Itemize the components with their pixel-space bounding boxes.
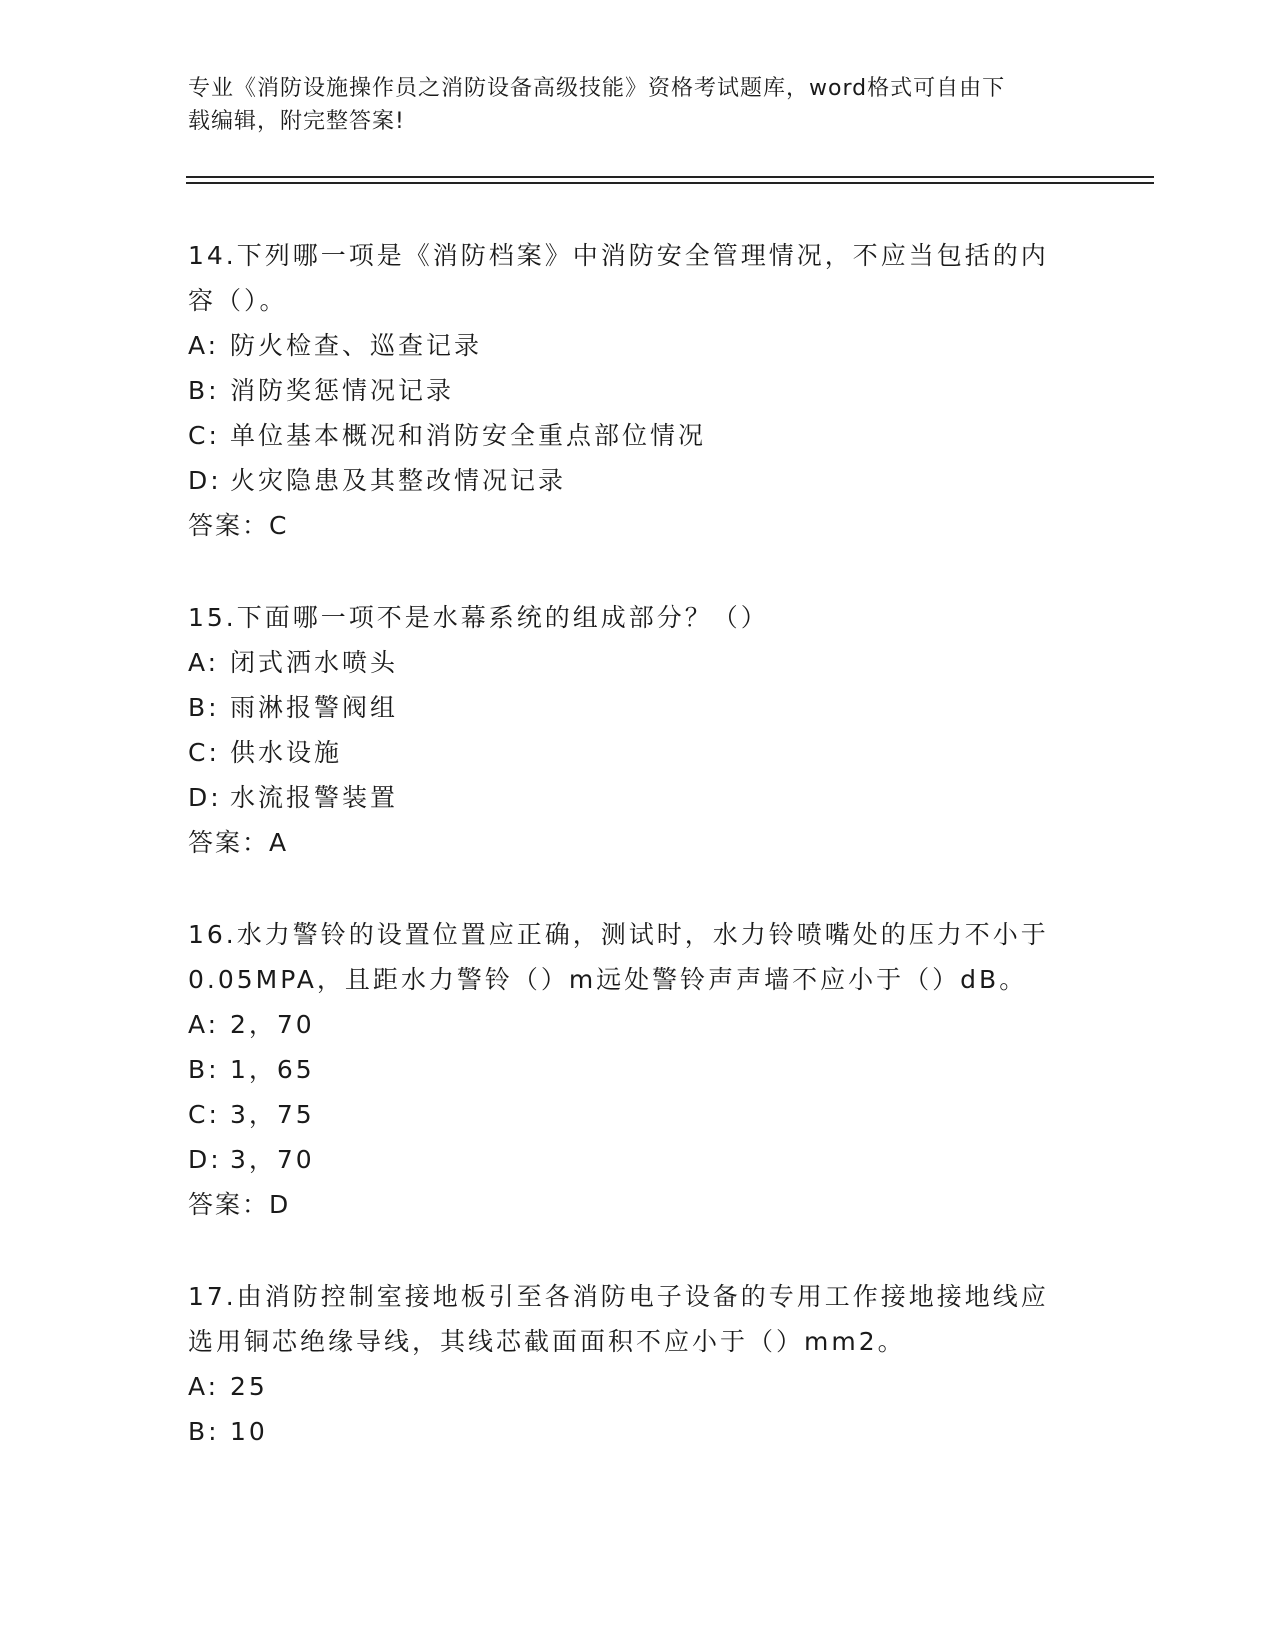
option-text: 1，65: [230, 1055, 315, 1084]
option-text: 火灾隐患及其整改情况记录: [230, 466, 567, 495]
option-letter: A:: [188, 331, 220, 360]
option-letter: D:: [188, 1145, 222, 1174]
option-letter: B:: [188, 1055, 220, 1084]
option-c: [188, 730, 1088, 775]
option-text: 3，75: [230, 1100, 315, 1129]
option-letter: D:: [188, 783, 222, 812]
option-text: 25: [230, 1372, 268, 1401]
answer-line: [188, 1182, 1088, 1227]
option-c: [188, 1092, 1088, 1137]
option-text: 消防奖惩情况记录: [230, 376, 455, 405]
option-letter: B:: [188, 1417, 220, 1446]
answer-line: [188, 503, 1088, 548]
option-text: 防火检查、巡查记录: [230, 331, 483, 360]
answer-value: C: [269, 511, 289, 540]
answer-label: 答案：: [188, 828, 270, 857]
option-d: [188, 775, 1088, 820]
option-text: 10: [230, 1417, 268, 1446]
option-a: [188, 1002, 1088, 1047]
option-text: 3，70: [230, 1145, 315, 1174]
option-text: 单位基本概况和消防安全重点部位情况: [230, 421, 707, 450]
question-text: 17.由消防控制室接地板引至各消防电子设备的专用工作接地接地线应: [188, 1282, 1049, 1311]
option-letter: B:: [188, 376, 220, 405]
option-d: [188, 1137, 1088, 1182]
header-divider-top: [186, 176, 1154, 178]
question-list: [188, 233, 1088, 1501]
option-letter: A:: [188, 1010, 220, 1039]
answer-label: 答案：: [188, 511, 270, 540]
option-text: 闭式洒水喷头: [230, 648, 399, 677]
header-line-2: 载编辑，附完整答案!: [188, 109, 405, 134]
option-b: [188, 685, 1088, 730]
option-letter: C:: [188, 421, 220, 450]
question-text-continued: 0.05MPA，且距水力警铃（）m远处警铃声声墙不应小于（）dB。: [188, 965, 1028, 994]
option-text: 雨淋报警阀组: [230, 693, 399, 722]
answer-value: D: [269, 1190, 291, 1219]
question-text: 16.水力警铃的设置位置应正确，测试时，水力铃喷嘴处的压力不小于: [188, 920, 1049, 949]
answer-value: A: [269, 828, 289, 857]
option-letter: C:: [188, 738, 220, 767]
question-text-continued: 容（）。: [188, 286, 288, 315]
question-14: [188, 233, 1088, 548]
option-d: [188, 458, 1088, 503]
header-divider-bottom: [186, 182, 1154, 184]
option-letter: A:: [188, 1372, 220, 1401]
header-line-1: 专业《消防设施操作员之消防设备高级技能》资格考试题库，word格式可自由下: [188, 76, 1006, 101]
question-15: [188, 595, 1088, 865]
option-a: [188, 323, 1088, 368]
question-text: 15.下面哪一项不是水幕系统的组成部分？（）: [188, 603, 769, 632]
question-17: [188, 1274, 1088, 1454]
question-text-continued: 选用铜芯绝缘导线，其线芯截面面积不应小于（）mm2。: [188, 1327, 906, 1356]
option-b: [188, 368, 1088, 413]
option-text: 供水设施: [230, 738, 343, 767]
option-letter: A:: [188, 648, 220, 677]
option-letter: B:: [188, 693, 220, 722]
answer-label: 答案：: [188, 1190, 270, 1219]
option-b: [188, 1047, 1088, 1092]
document-header: [188, 72, 1068, 138]
option-a: [188, 640, 1088, 685]
option-a: [188, 1364, 1088, 1409]
option-b: [188, 1409, 1088, 1454]
option-c: [188, 413, 1088, 458]
option-letter: C:: [188, 1100, 220, 1129]
question-16: [188, 912, 1088, 1227]
question-text: 14.下列哪一项是《消防档案》中消防安全管理情况，不应当包括的内: [188, 241, 1049, 270]
option-text: 2，70: [230, 1010, 315, 1039]
answer-line: [188, 820, 1088, 865]
option-letter: D:: [188, 466, 222, 495]
option-text: 水流报警装置: [230, 783, 399, 812]
